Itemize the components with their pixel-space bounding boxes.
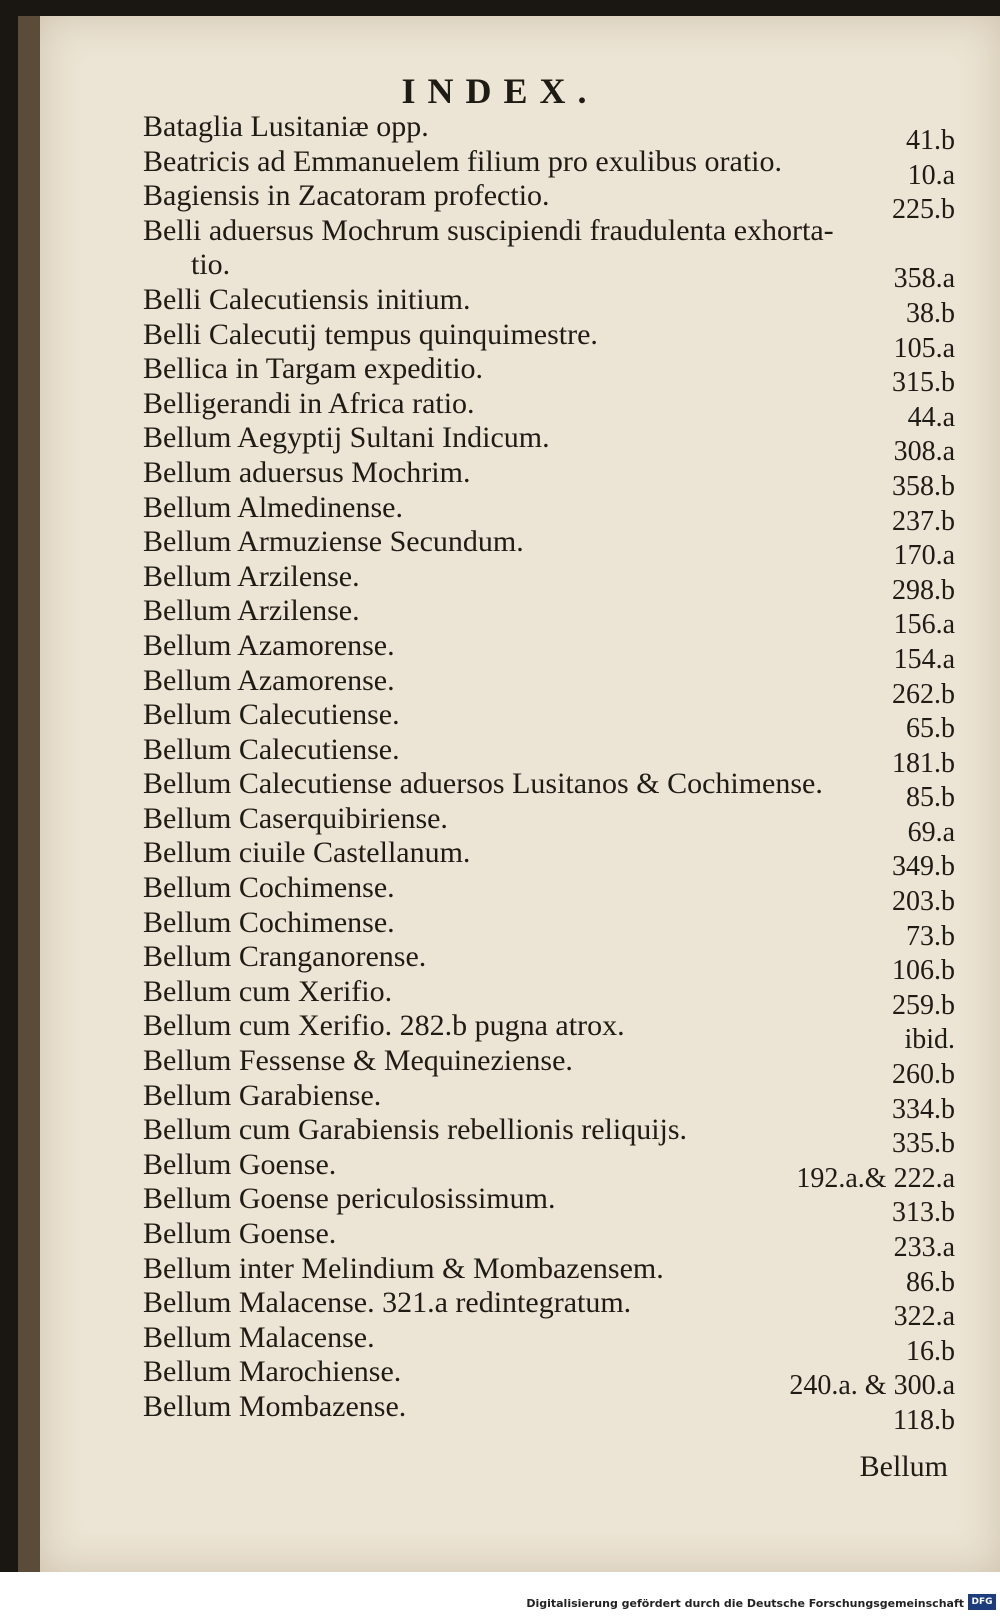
entry-text: Bellum Almedinense. (143, 490, 403, 524)
entry-text: Belli Calecutiensis initium. (143, 282, 471, 316)
entry-page-ref: 334.b (892, 1093, 955, 1125)
index-entry (143, 1113, 955, 1160)
entry-text: Bellum Mombazense. (143, 1389, 407, 1423)
index-entry (143, 905, 955, 952)
entry-text: Bellum Goense. (143, 1147, 337, 1181)
entry-text: Bellum ciuile Castellanum. (143, 836, 471, 870)
entry-page-ref: 335.b (892, 1128, 955, 1160)
entry-page-ref: 358.a (893, 263, 955, 295)
entry-text: Bellica in Targam expeditio. (143, 352, 484, 386)
entry-page-ref: 322.a (893, 1301, 955, 1333)
entry-page-ref: 233.a (893, 1232, 955, 1263)
entry-text: Bellum Cranganorense. (143, 940, 427, 974)
entry-page-ref: 237.b (892, 505, 955, 537)
entry-page-ref: 308.a (893, 436, 955, 468)
entry-page-ref: 349.b (892, 851, 955, 883)
entry-page-ref: 105.a (893, 332, 955, 364)
entry-page-ref: 192.a.& 222.a (796, 1162, 955, 1194)
page-title: INDEX. (401, 71, 599, 111)
index-entry (143, 767, 955, 814)
entry-text: Bellum Cochimense. (143, 905, 395, 939)
entry-page-ref: 240.a. & 300.a (789, 1370, 955, 1402)
entry-text: Bellum Azamorense. (143, 663, 395, 697)
entry-text: Bellum Calecutiense. (143, 698, 400, 732)
index-entry (143, 940, 955, 987)
entry-page-ref: 259.b (892, 989, 955, 1021)
entry-text: Bellum Malacense. (143, 1320, 375, 1354)
index-entry (143, 1355, 955, 1402)
index-entry (143, 525, 955, 572)
index-entry (143, 248, 955, 295)
entry-text: Bellum Goense periculosissimum. (143, 1182, 556, 1216)
entry-text: Bellum Aegyptij Sultani Indicum. (143, 421, 550, 455)
index-entry (143, 1044, 955, 1091)
entry-page-ref: 69.a (907, 816, 955, 848)
entry-page-ref: 225.b (892, 194, 955, 226)
index-entry (143, 594, 955, 641)
entry-page-ref: 203.b (892, 886, 955, 918)
index-entry (143, 974, 955, 1021)
entry-page-ref: 181.b (892, 747, 955, 779)
index-entry (143, 1182, 955, 1229)
entry-page-ref: 10.a (907, 159, 955, 191)
entry-page-ref: 170.a (893, 540, 955, 572)
entry-text: tio. (191, 248, 231, 282)
index-entry (143, 559, 955, 606)
entry-page-ref: 156.a (893, 609, 955, 641)
entry-text: Bellum Fessense & Mequineziense. (143, 1044, 573, 1078)
entry-text: Bellum Arzilense. (143, 594, 360, 628)
index-entry (143, 455, 955, 502)
index-entry (143, 386, 955, 433)
entry-page-ref: 106.b (892, 955, 955, 987)
entry-text: Bellum Malacense. 321.a redintegratum. (143, 1286, 632, 1320)
index-entry (143, 1320, 955, 1367)
index-entry (143, 144, 955, 191)
index-entry (143, 317, 955, 364)
entry-text: Bellum cum Garabiensis rebellionis reliquijs. (143, 1113, 688, 1147)
entry-page-ref: 44.a (907, 401, 955, 433)
entry-text: Bellum cum Xerifio. 282.b pugna atrox. (143, 1009, 625, 1043)
entry-text: Bellum Arzilense. (143, 559, 360, 593)
index-entry (143, 871, 955, 918)
index-entry (143, 352, 955, 399)
index-entry (143, 110, 955, 156)
index-entry (143, 282, 955, 329)
entry-page-ref: 298.b (892, 574, 955, 606)
catchword: Bellum (859, 1450, 948, 1483)
entry-text: Bagiensis in Zacatoram profectio. (143, 179, 550, 213)
entry-page-ref: 154.a (893, 643, 955, 675)
entry-page-ref: 358.b (892, 470, 955, 502)
entry-page-ref: ibid. (904, 1024, 955, 1056)
entry-text: Bellum Armuziense Secundum. (143, 525, 524, 559)
index-entry (143, 1286, 955, 1333)
index-entry (143, 732, 955, 779)
entry-text: Bellum Marochiense. (143, 1355, 402, 1389)
index-entries (143, 110, 955, 1436)
index-entry (143, 628, 955, 675)
entry-page-ref: 260.b (892, 1059, 955, 1091)
entry-page-ref: 41.b (906, 125, 955, 156)
index-entry (143, 663, 955, 710)
index-entry (143, 421, 955, 468)
entry-page-ref: 73.b (906, 920, 955, 952)
index-entry (143, 1078, 955, 1125)
digitization-credit: Digitalisierung gefördert durch die Deutsche Forschungsgemeinschaft (526, 1597, 964, 1610)
index-entry (143, 836, 955, 883)
entry-page-ref: 16.b (906, 1335, 955, 1367)
entry-text: Bellum inter Melindium & Mombazensem. (143, 1251, 664, 1285)
entry-page-ref: 313.b (892, 1197, 955, 1229)
index-entry (143, 1389, 955, 1436)
dfg-logo: DFG (968, 1594, 996, 1610)
index-entry (143, 490, 955, 537)
entry-text: Bellum Goense. (143, 1217, 337, 1250)
index-entry (143, 1217, 955, 1263)
entry-text: Bellum Cochimense. (143, 871, 395, 905)
index-entry (143, 179, 955, 226)
entry-page-ref: 65.b (906, 713, 955, 745)
entry-text: Bellum Azamorense. (143, 628, 395, 662)
entry-text: Belli aduersus Mochrum suscipiendi fraudulenta exhorta- (143, 213, 834, 247)
index-entry (143, 1147, 955, 1194)
index-entry (143, 1009, 955, 1056)
entry-page-ref: 38.b (906, 297, 955, 329)
index-entry (143, 801, 955, 848)
entry-text: Belligerandi in Africa ratio. (143, 386, 475, 420)
entry-page-ref: 262.b (892, 678, 955, 710)
entry-text: Bellum Calecutiense aduersos Lusitanos & Cochimense. (143, 767, 823, 801)
entry-text: Beatricis ad Emmanuelem filium pro exulibus oratio. (143, 144, 783, 178)
entry-page-ref: 85.b (906, 782, 955, 814)
entry-page-ref: 118.b (893, 1404, 955, 1436)
entry-text: Bellum Calecutiense. (143, 732, 400, 766)
index-entry (143, 698, 955, 745)
entry-text: Bellum Caserquibiriense. (143, 801, 448, 835)
entry-page-ref: 315.b (892, 367, 955, 399)
entry-page-ref: 86.b (906, 1266, 955, 1298)
entry-text: Bataglia Lusitaniæ opp. (143, 110, 429, 143)
entry-text: Bellum aduersus Mochrim. (143, 455, 471, 489)
index-entry (143, 1251, 955, 1298)
index-entry (143, 214, 955, 249)
entry-text: Belli Calecutij tempus quinquimestre. (143, 317, 598, 351)
entry-text: Bellum cum Xerifio. (143, 974, 393, 1008)
entry-text: Bellum Garabiense. (143, 1078, 382, 1112)
